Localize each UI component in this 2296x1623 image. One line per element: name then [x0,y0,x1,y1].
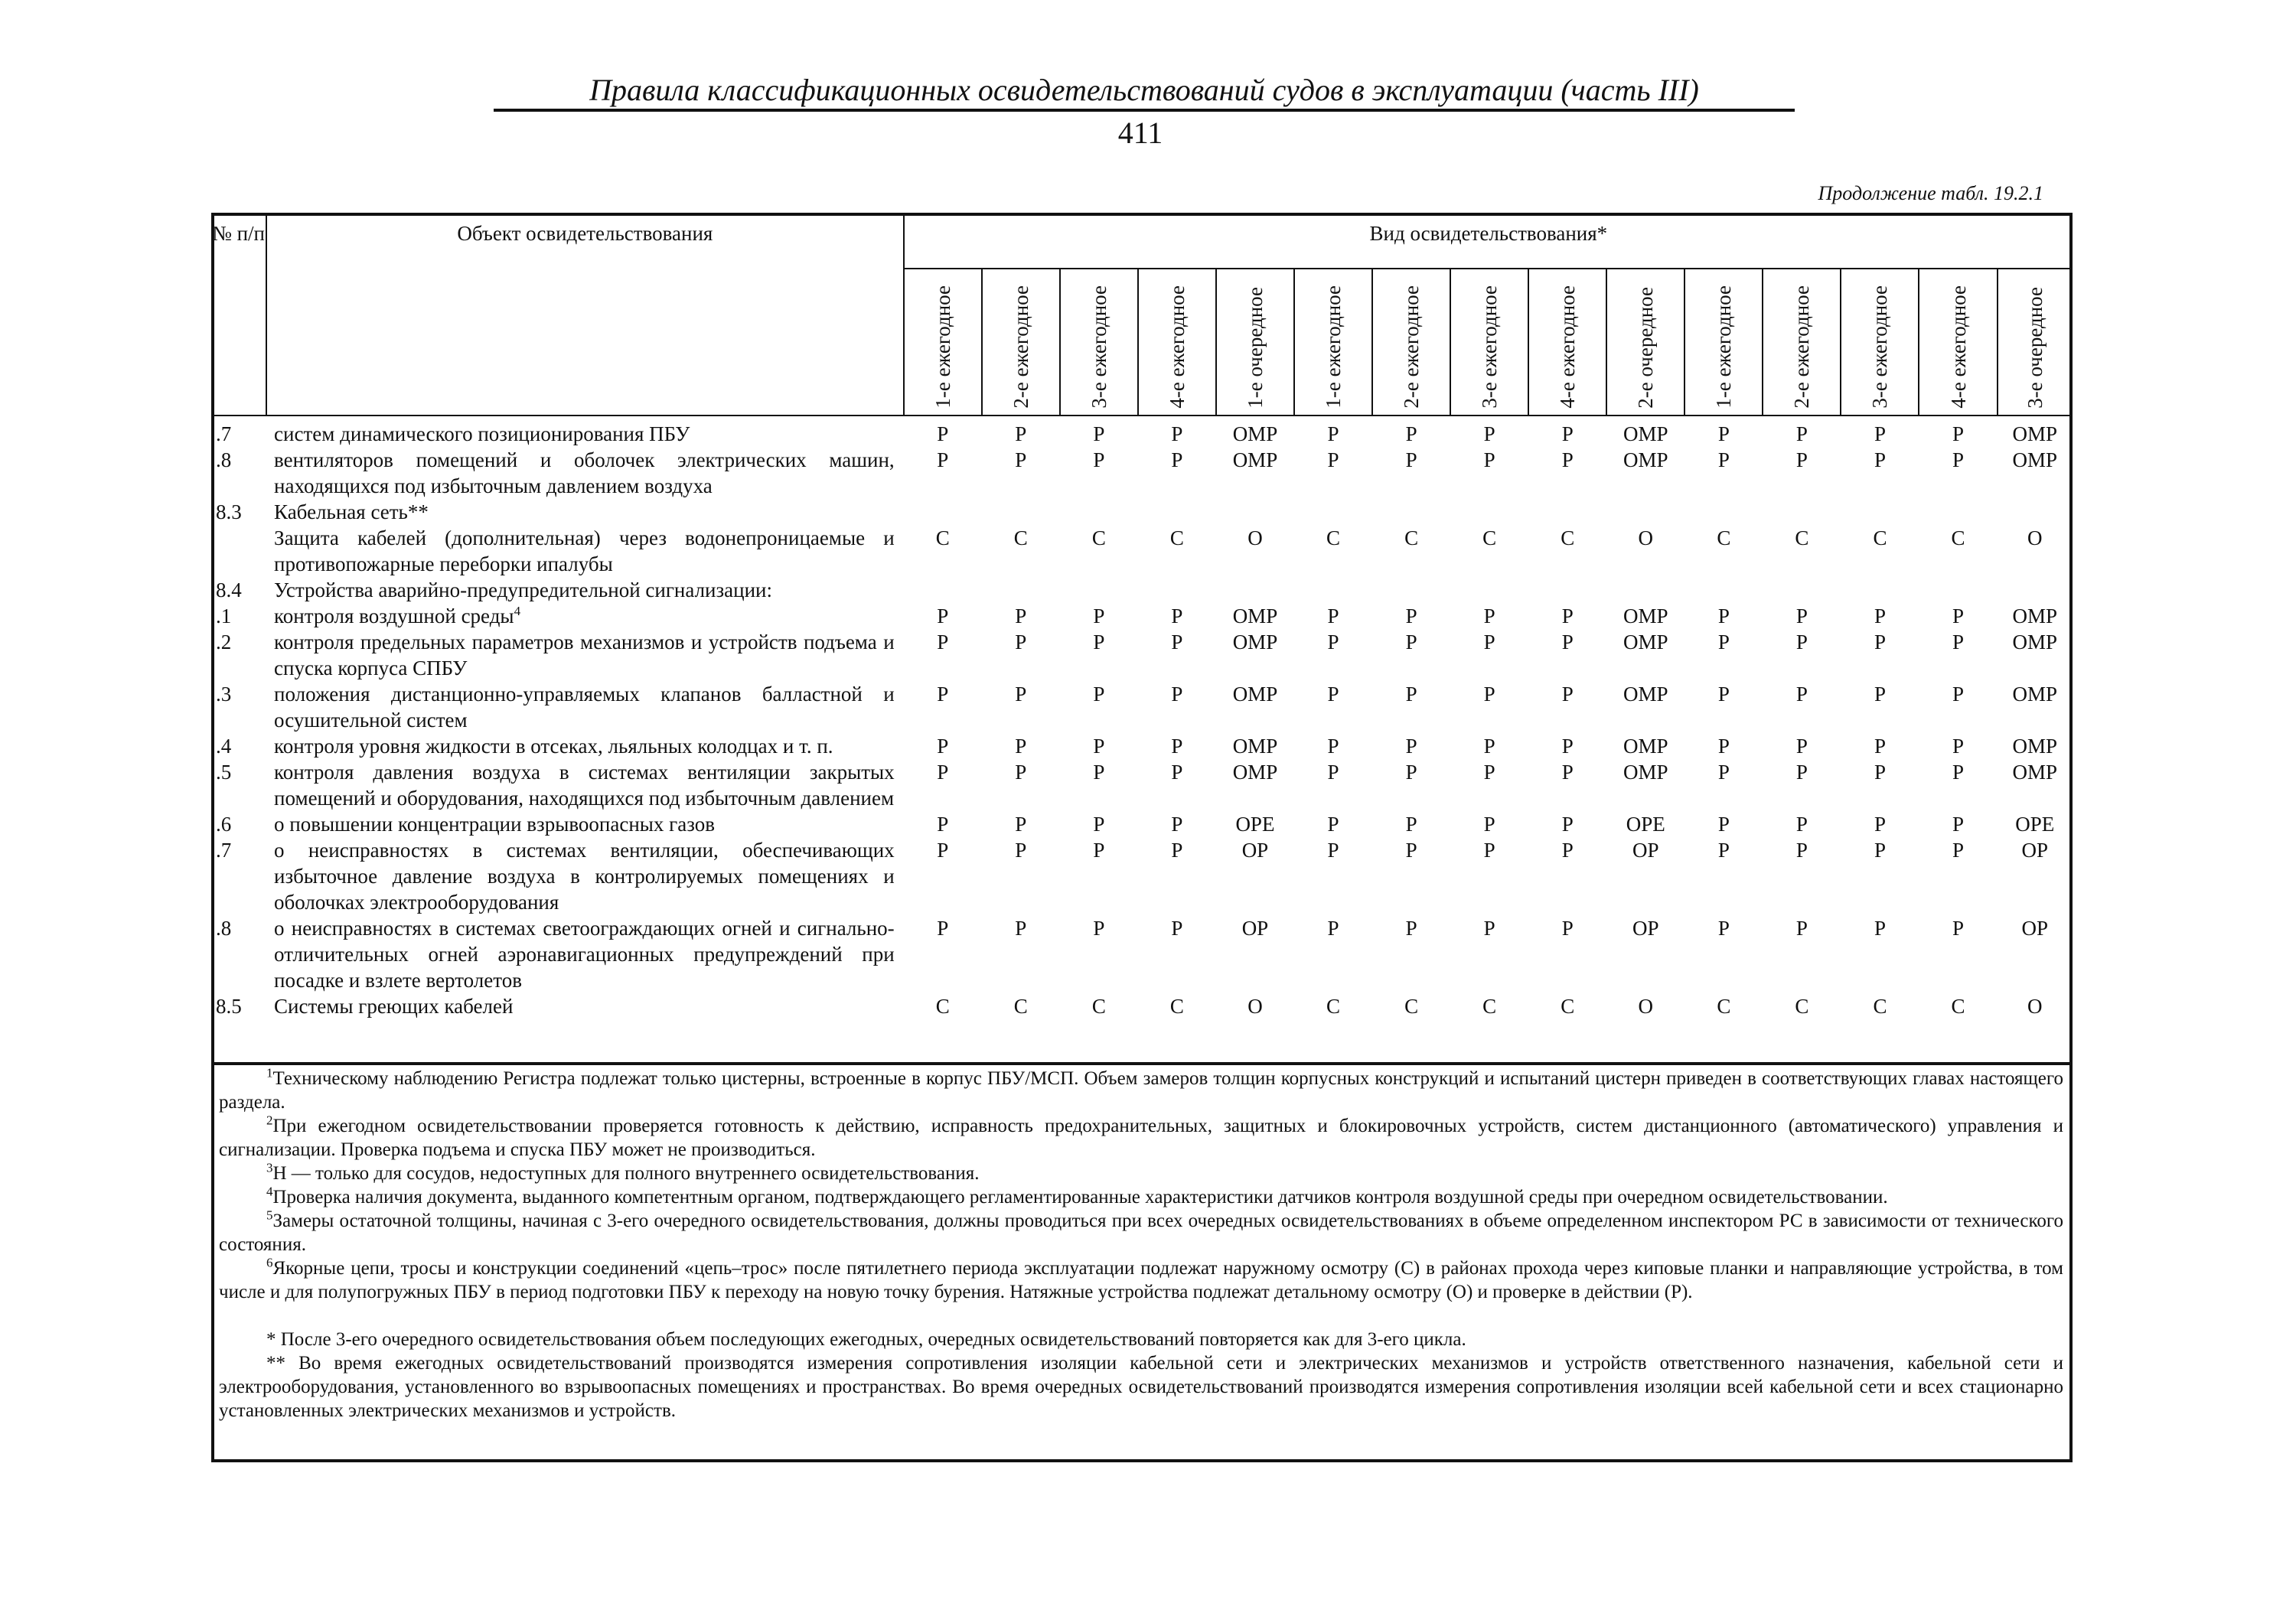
survey-value: Р [1795,813,1808,836]
footnote-6: $^6$Якорные цепи, тросы и конструкции соединений «цепь–трос» после пятилетнего периода эксплуатации подлежат наружному осмотру (С) в районах прохода через киповые планки и направляющие устройства, в том числе и для полупогружных ПБУ в период подготовки ПБУ к переходу на новую точку бурения. Натяжные устройства подлежат детальному осмотру (О) и проверке в действии (Р). [219,1255,2063,1302]
survey-value: Р [1952,605,1965,627]
survey-value: Р [1561,422,1574,445]
table-row [211,811,2073,837]
survey-value: Р [1483,448,1495,471]
table-row [211,681,2073,733]
survey-value: Р [1717,448,1730,471]
survey-column-header: 2-е ежегодное [982,269,1060,416]
survey-value: Р [1093,839,1105,862]
survey-column-header: 4-е ежегодное [1138,269,1216,416]
survey-value: Р [1483,683,1495,706]
table-row [211,499,2073,525]
column-header-object: Объект освидетельствования [266,213,904,416]
survey-value: Р [937,683,949,706]
survey-value: Р [1015,761,1027,784]
footnote-2: $^2$При ежегодном освидетельствовании проверяется готовность к действию, исправность предохранительных, защитных и блокировочных устройств, систем дистанционного (автоматического) управления и сигнализации. Проверка подъема и спуска ПБУ может не производиться. [219,1113,2063,1160]
row-number: .6 [216,813,232,836]
survey-value: О [1638,995,1654,1018]
table-row [211,993,2073,1025]
survey-value: Р [937,917,949,940]
survey-value: ОР [1632,917,1659,940]
survey-value: С [1561,995,1575,1018]
survey-value: Р [1327,605,1339,627]
survey-value: ОР [1241,917,1269,940]
survey-value: Р [1327,761,1339,784]
survey-value: Р [1795,422,1808,445]
survey-value: Р [1561,917,1574,940]
survey-value: Р [1874,422,1886,445]
survey-value: Р [937,735,949,758]
row-number: .5 [216,761,232,784]
survey-value: С [1795,995,1809,1018]
survey-value: Р [1561,735,1574,758]
survey-value: Р [1874,917,1886,940]
survey-value: ОМР [1232,422,1278,445]
survey-value: Р [1171,448,1183,471]
survey-value: Р [937,448,949,471]
row-object: положения дистанционно-управляемых клапанов балластной и осушительной систем [274,683,895,732]
footnote-5: $^5$Замеры остаточной толщины, начиная с 3-его очередного освидетельствования, должны проводиться при всех очередных освидетельствованиях в объеме определенном инспектором РС в зависимости от технического состояния. [219,1207,2063,1255]
survey-value [1450,499,1528,525]
survey-value: Р [1171,683,1183,706]
table-row [211,733,2073,759]
survey-value [1372,577,1450,603]
survey-value: Р [1405,917,1417,940]
row-object: контроля предельных параметров механизмов и устройств подъема и спуска корпуса СПБУ [274,631,895,680]
row-object: Устройства аварийно-предупредительной сигнализации: [274,578,772,601]
survey-column-header: 3-е ежегодное [1841,269,1919,416]
survey-value [1216,577,1294,603]
survey-value: С [1795,526,1809,549]
survey-value [1216,499,1294,525]
row-number: 8.3 [216,500,242,523]
survey-value [1372,499,1450,525]
survey-value: Р [1093,422,1105,445]
survey-value: С [1951,995,1965,1018]
survey-value: Р [1171,839,1183,862]
survey-value: Р [1952,422,1965,445]
survey-value: Р [1717,605,1730,627]
survey-value [1919,577,1997,603]
survey-value: Р [1327,813,1339,836]
row-object: о неисправностях в системах светоограждающих огней и сигнально-отличительных огней аэронавигационных предупреждений при посадке и взлете вертолетов [274,917,895,992]
survey-value: ОРЕ [1626,813,1665,836]
survey-value: С [1717,526,1731,549]
footnote-1: $^1$Техническому наблюдению Регистра подлежат только цистерны, встроенные в корпус ПБУ/МСП. Объем замеров толщин корпусных конструкций и испытаний цистерн приведен в соответствующих главах настоящего раздела. [219,1065,2063,1113]
survey-value: ОМР [1232,683,1278,706]
survey-value: Р [1015,735,1027,758]
survey-value: Р [1874,448,1886,471]
survey-value [1684,499,1763,525]
survey-column-header: 4-е ежегодное [1919,269,1997,416]
survey-value [1294,577,1372,603]
survey-value: Р [937,761,949,784]
survey-value: С [1873,526,1887,549]
survey-value: ОМР [2012,422,2058,445]
survey-value: Р [1015,683,1027,706]
survey-value: Р [1405,761,1417,784]
survey-value: ОМР [2012,448,2058,471]
survey-value: Р [1405,605,1417,627]
survey-value: С [1561,526,1575,549]
survey-value: ОР [2021,917,2049,940]
row-number: .1 [216,605,232,627]
survey-value: Р [1717,917,1730,940]
survey-value: Р [1795,683,1808,706]
column-header-survey-kind: Вид освидетельствования* [904,213,2073,269]
survey-value [1060,499,1138,525]
survey-value: ОМР [1623,422,1668,445]
survey-value: Р [1015,631,1027,653]
survey-value [1919,499,1997,525]
survey-value: Р [1874,813,1886,836]
survey-value [1138,577,1216,603]
survey-value: Р [1795,917,1808,940]
survey-value: Р [937,605,949,627]
survey-value [904,577,982,603]
survey-value: С [935,995,950,1018]
survey-value [1606,499,1684,525]
table-row [211,603,2073,629]
survey-value: Р [937,813,949,836]
survey-value: Р [1483,813,1495,836]
survey-value: Р [1795,735,1808,758]
survey-value: Р [937,631,949,653]
table-row [211,629,2073,681]
footnote-4: $^4$Проверка наличия документа, выданного компетентным органом, подтверждающего регламентированные характеристики датчиков контроля воздушной среды при очередном освидетельствовании. [266,1184,1888,1207]
survey-value: Р [1171,422,1183,445]
survey-value: Р [1405,422,1417,445]
survey-value [1528,499,1606,525]
survey-value: Р [1093,735,1105,758]
survey-value [1528,577,1606,603]
survey-value: О [1247,995,1263,1018]
row-number: .2 [216,631,232,653]
survey-value: Р [1561,813,1574,836]
running-title: Правила классификационных освидетельствований судов в эксплуатации (часть III) [589,73,1699,107]
table-row [211,759,2073,811]
row-object: контроля уровня жидкости в отсеках, льяльных колодцах и т. п. [274,735,833,758]
survey-value: Р [1795,839,1808,862]
survey-value: Р [1171,605,1183,627]
survey-value: Р [1483,735,1495,758]
survey-value: Р [1405,631,1417,653]
row-number: .7 [216,422,232,445]
survey-value: О [2027,995,2043,1018]
survey-value: Р [1717,813,1730,836]
survey-value: Р [1483,631,1495,653]
survey-value: Р [1015,917,1027,940]
survey-value: ОМР [1232,761,1278,784]
survey-value: Р [1795,605,1808,627]
survey-value: Р [1093,683,1105,706]
footnote-3: $^3$Н — только для сосудов, недоступных для полного внутреннего освидетельствования. [266,1160,980,1184]
row-number: .4 [216,735,232,758]
survey-value [1294,499,1372,525]
row-number: 8.5 [216,995,242,1018]
survey-value: Р [1874,839,1886,862]
survey-value: С [1951,526,1965,549]
survey-value: ОМР [2012,761,2058,784]
survey-value: Р [1093,448,1105,471]
column-header-number: № п/п [211,213,266,416]
notes-divider [211,1062,2073,1065]
survey-value [1060,577,1138,603]
row-number: .7 [216,839,232,862]
survey-value: Р [1093,917,1105,940]
survey-value: Р [1561,683,1574,706]
survey-value: Р [1561,448,1574,471]
page-number: 411 [1117,116,1163,150]
survey-value: С [1013,526,1028,549]
survey-value: ОМР [2012,735,2058,758]
footnotes [219,1067,2063,1423]
survey-value: Р [1952,839,1965,862]
survey-value: Р [1717,761,1730,784]
survey-value [1138,499,1216,525]
row-number: .3 [216,683,232,706]
survey-value: С [1091,995,1106,1018]
survey-value: Р [1561,605,1574,627]
survey-value: ОМР [1232,631,1278,653]
survey-value: Р [1795,761,1808,784]
survey-value [1684,577,1763,603]
survey-value: Р [1874,683,1886,706]
survey-value: Р [1015,813,1027,836]
survey-value: ОМР [1232,448,1278,471]
survey-value: Р [1015,422,1027,445]
survey-value: О [2027,526,2043,549]
survey-value: Р [1405,683,1417,706]
survey-value: ОМР [2012,605,2058,627]
survey-value [1841,577,1919,603]
survey-value: Р [1874,605,1886,627]
survey-value: ОМР [1623,448,1668,471]
survey-column-header: 3-е очередное [1998,269,2073,416]
survey-value: Р [937,839,949,862]
survey-column-header: 2-е ежегодное [1372,269,1450,416]
survey-value: Р [1327,735,1339,758]
survey-column-header: 2-е ежегодное [1763,269,1841,416]
row-object: вентиляторов помещений и оболочек электрических машин, находящихся под избыточным давлением воздуха [274,448,895,497]
survey-value: Р [1015,839,1027,862]
survey-column-header: 2-е очередное [1606,269,1684,416]
table-row [211,915,2073,993]
survey-value: Р [1483,839,1495,862]
row-object: Кабельная сеть** [274,500,429,523]
survey-value: Р [1171,631,1183,653]
survey-value: Р [1483,917,1495,940]
row-object: контроля давления воздуха в системах вентиляции закрытых помещений и оборудования, находящихся под избыточным давлением [274,761,895,810]
survey-value [1841,499,1919,525]
survey-value: Р [1093,631,1105,653]
row-object: о неисправностях в системах вентиляции, обеспечивающих избыточное давление воздуха в контролируемых помещениях и оболочках электрооборудования [274,839,895,914]
survey-value: Р [1952,683,1965,706]
survey-value: ОМР [1623,735,1668,758]
survey-value: Р [1561,761,1574,784]
row-object: о повышении концентрации взрывоопасных газов [274,813,715,836]
survey-value: С [1404,526,1419,549]
survey-value: Р [1405,839,1417,862]
survey-value: Р [1874,761,1886,784]
survey-value: Р [1717,631,1730,653]
survey-value: Р [1795,631,1808,653]
survey-value: Р [1405,735,1417,758]
row-number [211,525,266,577]
survey-value: Р [1952,631,1965,653]
survey-value: Р [1093,813,1105,836]
survey-value: Р [1561,631,1574,653]
survey-value: Р [1327,448,1339,471]
survey-value: ОРЕ [2015,813,2055,836]
survey-value: ОМР [1232,605,1278,627]
row-object: Системы греющих кабелей [274,995,514,1018]
survey-value: О [1247,526,1263,549]
survey-value: Р [1874,631,1886,653]
survey-value: О [1638,526,1654,549]
survey-value: С [1091,526,1106,549]
survey-value: ОМР [2012,631,2058,653]
survey-value: ОМР [1623,761,1668,784]
survey-value: Р [1952,448,1965,471]
survey-value: ОР [2021,839,2049,862]
survey-value: С [1717,995,1731,1018]
title-rule [494,109,1795,112]
survey-value: Р [1483,422,1495,445]
survey-value: Р [1874,735,1886,758]
survey-value: Р [1171,917,1183,940]
survey-value [982,499,1060,525]
survey-value: Р [1015,448,1027,471]
survey-column-header: 3-е ежегодное [1060,269,1138,416]
survey-value: Р [1795,448,1808,471]
survey-value: ОРЕ [1235,813,1275,836]
survey-value: ОМР [1232,735,1278,758]
survey-value [1450,577,1528,603]
survey-column-header: 4-е ежегодное [1528,269,1606,416]
survey-column-header: 1-е ежегодное [1684,269,1763,416]
survey-value: Р [1952,813,1965,836]
survey-value: С [1013,995,1028,1018]
survey-value: Р [1327,422,1339,445]
survey-value: Р [1327,917,1339,940]
survey-value: Р [1327,631,1339,653]
survey-value [982,577,1060,603]
row-object: Защита кабелей (дополнительная) через водонепроницаемые и противопожарные переборки ипалубы [274,526,895,575]
survey-value [1998,577,2073,603]
survey-value: Р [1171,761,1183,784]
survey-column-header: 1-е ежегодное [904,269,982,416]
table-row [211,837,2073,915]
survey-value: Р [1093,761,1105,784]
survey-value [904,499,982,525]
survey-column-header: 3-е ежегодное [1450,269,1528,416]
survey-column-header: 1-е очередное [1216,269,1294,416]
footnote-star-2: ** Во время ежегодных освидетельствований производятся измерения сопротивления изоляции кабельной сети и электрических механизмов и устройств ответственного назначения, кабельной сети и электрооборудования, установленного во взрывоопасных помещениях и пространствах. Во время очередных освидетельствований производятся измерения сопротивления изоляции всей кабельной сети и всех стационарно установленных электрических механизмов и устройств. [219,1353,2063,1421]
survey-value: Р [1952,735,1965,758]
survey-value: Р [1483,605,1495,627]
survey-table [211,213,2073,1025]
survey-value: С [1326,995,1341,1018]
table-row [211,525,2073,577]
survey-value: ОР [1632,839,1659,862]
survey-value: Р [1405,813,1417,836]
survey-value: С [935,526,950,549]
table-continuation-label: Продолжение табл. 19.2.1 [1818,182,2043,204]
survey-value: Р [1952,917,1965,940]
survey-value: Р [1717,683,1730,706]
survey-value: С [1169,995,1184,1018]
survey-value: ОМР [1623,605,1668,627]
survey-value: Р [1483,761,1495,784]
survey-value: С [1482,995,1497,1018]
survey-value: Р [1561,839,1574,862]
row-number: .8 [216,917,232,940]
survey-value [1763,577,1841,603]
survey-value: С [1326,526,1341,549]
footnote-star-1: * После 3-его очередного освидетельствования объем последующих ежегодных, очередных освидетельствований повторяется как для 3-его цикла. [266,1329,1466,1350]
survey-value: Р [1015,605,1027,627]
table-row [211,447,2073,499]
survey-value: С [1873,995,1887,1018]
survey-value: ОМР [2012,683,2058,706]
survey-value [1763,499,1841,525]
survey-value: Р [1717,839,1730,862]
table-row [211,577,2073,603]
survey-value: Р [1717,422,1730,445]
survey-value [1998,499,2073,525]
table-row [211,416,2073,447]
survey-value: ОР [1241,839,1269,862]
survey-value: Р [1171,735,1183,758]
survey-value: Р [1952,761,1965,784]
survey-value: Р [937,422,949,445]
row-number: .8 [216,448,232,471]
survey-value: Р [1171,813,1183,836]
survey-value: С [1169,526,1184,549]
survey-value: Р [1327,839,1339,862]
row-object: контроля воздушной среды$^4$ [274,604,521,627]
row-object: систем динамического позиционирования ПБУ [274,422,690,445]
survey-value: С [1482,526,1497,549]
survey-value: Р [1093,605,1105,627]
survey-value: С [1404,995,1419,1018]
row-number: 8.4 [216,578,242,601]
survey-value: Р [1717,735,1730,758]
survey-column-header: 1-е ежегодное [1294,269,1372,416]
survey-value [1606,577,1684,603]
survey-value: ОМР [1623,631,1668,653]
survey-value: Р [1327,683,1339,706]
survey-value: Р [1405,448,1417,471]
survey-value: ОМР [1623,683,1668,706]
